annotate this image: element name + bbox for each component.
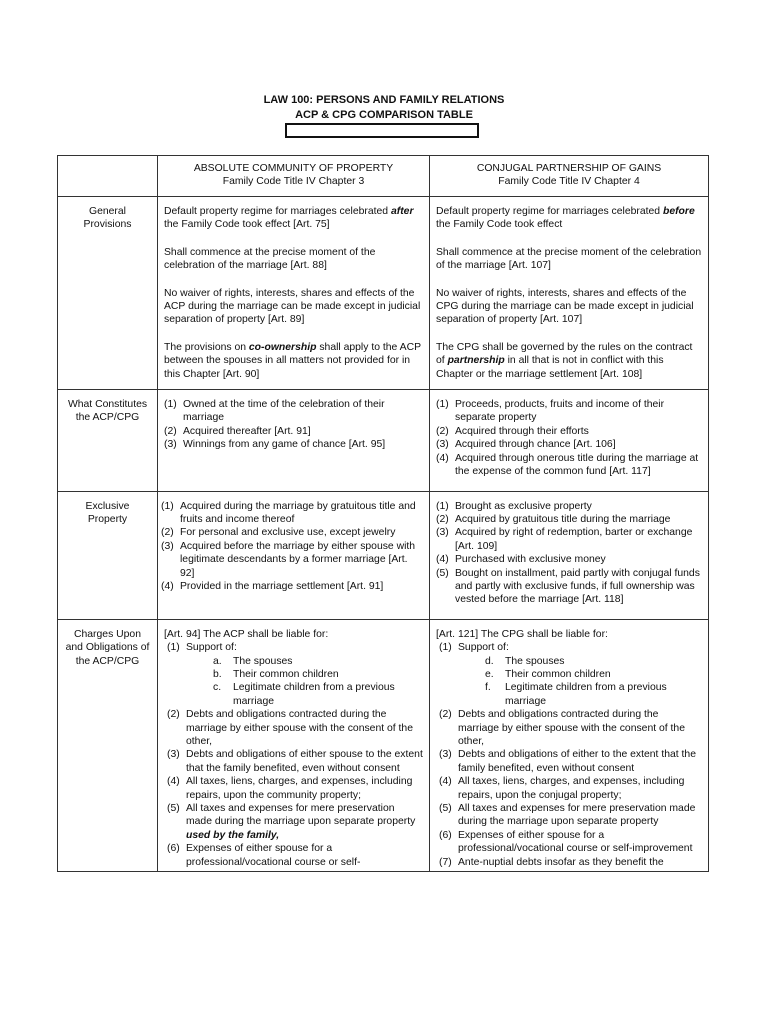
list-text: All taxes, liens, charges, and expenses, including repairs, upon the conjugal property; (458, 776, 685, 801)
list-text: Winnings from any game of chance [Art. 95] (183, 439, 386, 451)
list-item (167, 775, 423, 802)
text: in all that is not in conflict with this Chapter or the marriage settlement [Art. 108] (436, 355, 664, 380)
cpg-general-provisions (430, 197, 709, 390)
cpg-exclusive-list (436, 500, 702, 607)
cpg-general-p2: Shall commence at the precise moment of the celebration of the marriage [Art. 107] (436, 246, 702, 272)
list-text: Legitimate children from a previous marriage (233, 682, 395, 707)
list-marker: a. (213, 655, 222, 667)
list-marker: (3) (164, 439, 177, 451)
text: Default property regime for marriages celebrated (164, 206, 391, 217)
list-marker: f. (485, 682, 491, 694)
list-item (167, 842, 423, 869)
list-text: Debts and obligations of either spouse to the extent that the family benefited, even without consent (186, 749, 423, 774)
list-marker: (1) (167, 642, 180, 654)
cpg-what-constitutes (430, 390, 709, 491)
list-item (436, 513, 702, 526)
list-marker: (1) (439, 642, 452, 654)
list-text: Their common children (233, 668, 339, 680)
list-text: Bought on installment, paid partly with conjugal funds and partly with exclusive funds, if full ownership was vested before the marriage [Art. 118] (455, 567, 700, 606)
sub-list-item (213, 681, 423, 708)
list-item (167, 802, 423, 842)
list-text: Acquired through chance [Art. 106] (455, 439, 616, 451)
list-item (439, 856, 702, 869)
emphasis: after (390, 206, 414, 217)
list-text: Acquired by right of redemption, barter or exchange [Art. 109] (455, 527, 693, 552)
list-text: All taxes, liens, charges, and expenses, including repairs, upon the community property; (186, 776, 413, 801)
list-text: Purchased with exclusive money (455, 554, 606, 566)
acp-support-sublist (186, 655, 423, 709)
cpg-header-reference: Family Code Title IV Chapter 4 (498, 176, 640, 188)
cpg-general-p3: No waiver of rights, interests, shares and effects of the CPG during the marriage can be made except in judicial separation of property [Art. 107] (436, 287, 694, 326)
text: The CPG shall be governed by the rules on the contract of (436, 341, 693, 367)
list-text: Acquired through their efforts (455, 425, 589, 437)
list-marker: (3) (161, 540, 174, 552)
list-marker: (2) (167, 709, 180, 721)
list-text: Expenses of either spouse for a professional/vocational course or self-improvement (458, 829, 693, 855)
text: the Family Code took effect [Art. 75] (164, 219, 330, 231)
list-text: Proceeds, products, fruits and income of their separate property (455, 399, 665, 424)
list-marker: (2) (436, 425, 449, 437)
sub-list-item (213, 668, 423, 681)
acp-header (158, 156, 430, 197)
acp-header-reference: Family Code Title IV Chapter 3 (222, 176, 365, 188)
acp-charges-intro: [Art. 94] The ACP shall be liable for: (164, 628, 329, 640)
acp-general-provisions (158, 197, 430, 390)
acp-charges-obligations (158, 619, 430, 871)
list-marker: (2) (161, 527, 174, 539)
list-text: All taxes and expenses for mere preservation made during the marriage upon separate property (186, 803, 416, 828)
list-marker: (4) (436, 452, 449, 464)
list-marker: (1) (161, 500, 174, 512)
emphasis: partnership (447, 355, 505, 367)
sub-list-item (485, 655, 702, 668)
list-text: Their common children (505, 668, 611, 680)
list-item (436, 553, 702, 566)
list-text: Brought as exclusive property (455, 500, 592, 512)
document-title: LAW 100: PERSONS AND FAMILY RELATIONS (263, 94, 505, 106)
list-marker: (2) (436, 513, 449, 525)
list-item (439, 829, 702, 856)
list-text: Debts and obligations contracted during the marriage by either spouse with the consent of the other, (458, 709, 685, 747)
list-text: Expenses of either spouse for a professional/vocational course or self- (186, 843, 361, 868)
list-item (436, 567, 702, 607)
list-marker: (4) (439, 776, 452, 788)
list-marker: (3) (436, 439, 449, 451)
cpg-header (430, 156, 709, 197)
list-marker: d. (485, 655, 494, 667)
text: Default property regime for marriages celebrated (436, 206, 663, 217)
list-marker: (4) (167, 776, 180, 788)
list-text: Acquired through onerous title during the marriage at the expense of the common fund [Art. 117] (455, 452, 699, 478)
list-item (164, 398, 423, 425)
list-item (436, 526, 702, 553)
acp-charges-list (164, 641, 423, 869)
acp-general-p1 (164, 205, 423, 232)
acp-what-constitutes (158, 390, 430, 491)
text: shall apply to the ACP between the spouses in all matters not provided for in this Chapter [Art. 90] (164, 341, 421, 380)
list-text: Debts and obligations of either to the extent that the family benefited, even without consent (458, 749, 696, 774)
row-exclusive-property (58, 491, 709, 619)
list-marker: c. (213, 682, 222, 694)
row-what-constitutes (58, 390, 709, 491)
list-marker: (5) (439, 803, 452, 815)
list-marker: e. (485, 668, 494, 680)
list-item (436, 452, 702, 479)
sub-list-item (485, 668, 702, 681)
cpg-charges-intro: [Art. 121] The CPG shall be liable for: (436, 628, 608, 640)
list-marker: (1) (436, 500, 449, 512)
list-item (161, 580, 423, 593)
row-label-charges-obligations: Charges Upon and Obligations of the ACP/CPG (58, 619, 158, 871)
acp-general-p4 (164, 341, 423, 381)
list-marker: (6) (439, 829, 452, 841)
emphasis: co-ownership (248, 341, 317, 353)
list-text: For personal and exclusive use, except jewelry (180, 527, 396, 539)
corner-cell (58, 156, 158, 197)
list-item (161, 540, 423, 580)
list-item (436, 438, 702, 451)
list-text: Support of: (186, 642, 237, 654)
list-text: Provided in the marriage settlement [Art. 91] (180, 580, 384, 592)
list-item (439, 775, 702, 802)
cpg-support-sublist (458, 655, 702, 709)
list-marker: (6) (167, 843, 180, 855)
list-item (167, 708, 423, 748)
list-item (164, 438, 423, 451)
row-label-what-constitutes: What Constitutes the ACP/CPG (58, 390, 158, 491)
list-text: All taxes and expenses for mere preservation made during the marriage upon separate property (458, 803, 696, 828)
list-item (167, 641, 423, 708)
acp-general-p2: Shall commence at the precise moment of the celebration of the marriage [Art. 88] (164, 246, 376, 272)
list-text: Legitimate children from a previous marriage (505, 682, 667, 707)
list-text: Owned at the time of the celebration of their marriage (183, 399, 385, 424)
cpg-constitutes-list (436, 398, 702, 478)
list-item (439, 748, 702, 775)
list-text: Acquired thereafter [Art. 91] (183, 425, 311, 437)
list-item (436, 425, 702, 438)
cpg-header-title: CONJUGAL PARTNERSHIP OF GAINS (476, 163, 662, 174)
text: The provisions on (164, 341, 249, 353)
cpg-general-p1 (436, 205, 702, 232)
sub-list-item (485, 681, 702, 708)
list-marker: (7) (439, 856, 452, 868)
acp-exclusive-property (158, 491, 430, 619)
list-marker: b. (213, 668, 222, 680)
document-subtitle: ACP & CPG COMPARISON TABLE (295, 109, 473, 121)
list-text: Acquired during the marriage by gratuitous title and fruits and income thereof (180, 500, 416, 525)
list-marker: (1) (164, 399, 177, 411)
acp-general-p3: No waiver of rights, interests, shares and effects of the ACP during the marriage can be made except in judicial separation of property [Art. 89] (164, 287, 421, 326)
header-row (58, 156, 709, 197)
sub-list-item (213, 655, 423, 668)
emphasis: before (662, 206, 695, 217)
list-marker: (2) (439, 709, 452, 721)
list-marker: (3) (167, 749, 180, 761)
list-text: Support of: (458, 642, 509, 654)
list-text: Debts and obligations contracted during the marriage by either spouse with the consent of the other, (186, 709, 413, 747)
acp-constitutes-list (164, 398, 423, 452)
list-marker: (5) (436, 567, 449, 579)
list-item (439, 802, 702, 829)
cpg-charges-list (436, 641, 702, 869)
row-charges-obligations (58, 619, 709, 871)
emphasis: used by the family, (186, 829, 280, 841)
list-marker: (3) (436, 527, 449, 539)
list-text: The spouses (505, 655, 565, 667)
list-marker: (2) (164, 425, 177, 437)
row-label-exclusive-property: Exclusive Property (58, 491, 158, 619)
list-item (161, 526, 423, 539)
list-marker: (4) (161, 580, 174, 592)
text: the Family Code took effect (436, 219, 563, 231)
list-item (439, 708, 702, 748)
list-text: The spouses (233, 655, 293, 667)
list-item (439, 641, 702, 708)
cpg-charges-obligations (430, 619, 709, 871)
list-text: Ante-nuptial debts insofar as they benefit the (458, 856, 664, 868)
cpg-general-p4 (436, 341, 702, 381)
row-label-general-provisions: General Provisions (58, 197, 158, 390)
list-item (436, 398, 702, 425)
list-item (436, 500, 702, 513)
list-text: Acquired before the marriage by either spouse with legitimate descendants by a former marriage [Art. 92] (180, 540, 416, 579)
list-text: Acquired by gratuitous title during the marriage (455, 513, 671, 525)
cpg-exclusive-property (430, 491, 709, 619)
list-marker: (5) (167, 803, 180, 815)
list-item (161, 500, 423, 527)
comparison-table (57, 155, 709, 872)
acp-exclusive-list (161, 500, 423, 594)
row-general-provisions (58, 197, 709, 390)
list-item (164, 425, 423, 438)
list-marker: (1) (436, 399, 449, 411)
list-marker: (3) (439, 749, 452, 761)
acp-header-title: ABSOLUTE COMMUNITY OF PROPERTY (193, 163, 394, 174)
blank-name-box (285, 123, 479, 138)
list-item (167, 748, 423, 775)
list-marker: (4) (436, 554, 449, 566)
